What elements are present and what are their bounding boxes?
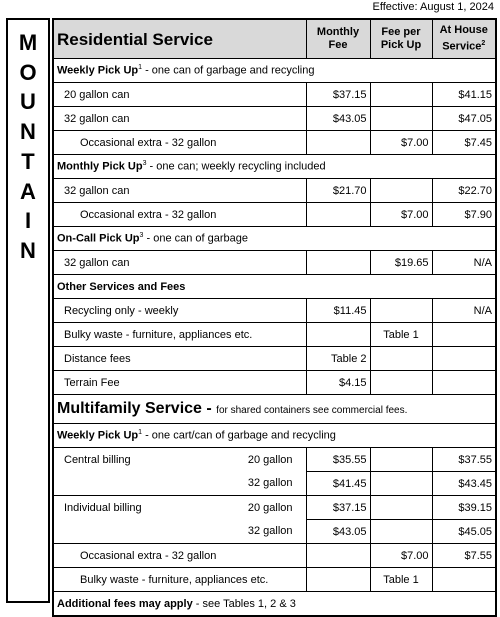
billing-type: Central billing xyxy=(64,453,131,466)
service-label: 32 gallon can xyxy=(53,179,306,203)
residential-title: Residential Service xyxy=(53,19,306,59)
container-size: 32 gallon xyxy=(247,525,293,538)
monthly-fee-cell xyxy=(306,544,370,568)
effective-date: Effective: August 1, 2024 xyxy=(372,1,494,13)
section-heading-weekly xyxy=(53,59,496,83)
service-label: Distance fees xyxy=(53,347,306,371)
pickup-fee-cell xyxy=(370,347,432,371)
table-row xyxy=(53,472,496,496)
table-row xyxy=(53,448,496,472)
at-house-fee-cell: N/A xyxy=(432,251,496,275)
at-house-fee-cell: $7.45 xyxy=(432,131,496,155)
container-size: 32 gallon xyxy=(247,477,293,490)
footer-bold: Additional fees may apply xyxy=(57,597,193,610)
at-house-fee-cell xyxy=(432,347,496,371)
monthly-fee-cell xyxy=(306,251,370,275)
footnote-marker: 1 xyxy=(138,429,143,437)
monthly-fee-cell: $41.45 xyxy=(306,472,370,496)
monthly-fee-cell: $43.05 xyxy=(306,520,370,544)
service-label: 20 gallon can xyxy=(53,83,306,107)
pickup-fee-cell: $19.65 xyxy=(370,251,432,275)
billing-label-cell xyxy=(53,472,306,496)
monthly-fee-cell: $37.15 xyxy=(306,83,370,107)
section-heading-text: Weekly Pick Up xyxy=(57,64,139,77)
billing-label-cell xyxy=(53,448,306,472)
at-house-fee-cell: $43.45 xyxy=(432,472,496,496)
multifamily-title-text: Multifamily Service - xyxy=(57,400,217,417)
fee-table xyxy=(52,18,497,617)
monthly-fee-cell: $11.45 xyxy=(306,299,370,323)
monthly-fee-cell xyxy=(306,131,370,155)
table-row xyxy=(53,496,496,520)
at-house-fee-cell: N/A xyxy=(432,299,496,323)
pickup-fee-cell xyxy=(370,179,432,203)
section-description: - one can; weekly recycling included xyxy=(146,160,326,173)
at-house-fee-cell: $45.05 xyxy=(432,520,496,544)
sidebar-letter: T xyxy=(21,148,35,174)
at-house-fee-cell: $47.05 xyxy=(432,107,496,131)
section-heading-monthly xyxy=(53,155,496,179)
at-house-fee-cell: $22.70 xyxy=(432,179,496,203)
service-label: 32 gallon can xyxy=(53,107,306,131)
table-row xyxy=(53,520,496,544)
section-description: - one can of garbage and recycling xyxy=(142,64,315,77)
pickup-fee-cell xyxy=(370,371,432,395)
section-description: - one can of garbage xyxy=(143,232,249,245)
sidebar-letter: N xyxy=(20,237,36,263)
monthly-fee-cell: $4.15 xyxy=(306,371,370,395)
monthly-fee-cell xyxy=(306,323,370,347)
sidebar-letter: A xyxy=(20,178,36,204)
area-name-letters xyxy=(8,28,48,266)
service-label: Occasional extra - 32 gallon xyxy=(53,203,306,227)
service-label: Bulky waste - furniture, appliances etc. xyxy=(53,568,306,592)
table-row xyxy=(53,83,496,107)
service-label: Bulky waste - furniture, appliances etc. xyxy=(53,323,306,347)
sidebar-letter: U xyxy=(20,89,36,115)
sidebar-letter: O xyxy=(19,59,37,85)
at-house-fee-cell xyxy=(432,371,496,395)
section-heading xyxy=(53,275,496,299)
pickup-fee-cell: $7.00 xyxy=(370,544,432,568)
container-size: 20 gallon xyxy=(247,501,293,514)
section-heading xyxy=(53,424,496,448)
at-house-fee-cell xyxy=(432,568,496,592)
service-label: Occasional extra - 32 gallon xyxy=(53,544,306,568)
billing-type: Individual billing xyxy=(64,501,142,514)
monthly-fee-cell: $21.70 xyxy=(306,179,370,203)
table-row xyxy=(53,107,496,131)
multifamily-note: for shared containers see commercial fees. xyxy=(216,405,408,416)
table-row xyxy=(53,347,496,371)
at-house-fee-cell: $37.55 xyxy=(432,448,496,472)
sidebar-letter: I xyxy=(24,208,32,234)
section-heading-text: Weekly Pick Up xyxy=(57,429,139,442)
multifamily-title xyxy=(53,395,496,424)
footer-rest: - see Tables 1, 2 & 3 xyxy=(192,597,296,610)
sidebar-letter: M xyxy=(18,30,38,55)
table-row xyxy=(53,131,496,155)
section-heading-text: On-Call Pick Up xyxy=(57,232,140,245)
sidebar-letter: N xyxy=(20,119,36,145)
at-house-header: At House Service$^2$ xyxy=(432,19,496,59)
footer-note xyxy=(53,592,496,617)
monthly-fee-cell: $35.55 xyxy=(306,448,370,472)
monthly-fee-cell: Table 2 xyxy=(306,347,370,371)
multifamily-title-row xyxy=(53,395,496,424)
section-heading-multifamily xyxy=(53,424,496,448)
at-house-fee-cell: $41.15 xyxy=(432,83,496,107)
pickup-fee-cell xyxy=(370,520,432,544)
table-row xyxy=(53,371,496,395)
monthly-fee-cell xyxy=(306,203,370,227)
pickup-fee-cell xyxy=(370,496,432,520)
billing-label-cell xyxy=(53,520,306,544)
section-heading-other xyxy=(53,275,496,299)
pickup-fee-cell: Table 1 xyxy=(370,323,432,347)
at-house-fee-cell: $39.15 xyxy=(432,496,496,520)
service-label: Recycling only - weekly xyxy=(53,299,306,323)
pickup-fee-cell: $7.00 xyxy=(370,203,432,227)
section-heading-text: Other Services and Fees xyxy=(57,280,186,293)
table-row xyxy=(53,251,496,275)
pickup-fee-cell xyxy=(370,448,432,472)
footer-row xyxy=(53,592,496,617)
section-heading xyxy=(53,155,496,179)
table-row xyxy=(53,203,496,227)
service-label: Occasional extra - 32 gallon xyxy=(53,131,306,155)
fee-per-pickup-header: Fee per Pick Up xyxy=(370,19,432,59)
area-sidebar xyxy=(6,18,50,603)
monthly-fee-cell: $37.15 xyxy=(306,496,370,520)
table-row xyxy=(53,568,496,592)
pickup-fee-cell xyxy=(370,107,432,131)
pickup-fee-cell: $7.00 xyxy=(370,131,432,155)
billing-label-cell xyxy=(53,496,306,520)
section-description: - one cart/can of garbage and recycling xyxy=(142,429,336,442)
section-heading-text: Monthly Pick Up xyxy=(57,160,143,173)
section-heading-oncall xyxy=(53,227,496,251)
table-row xyxy=(53,323,496,347)
service-label: Terrain Fee xyxy=(53,371,306,395)
table-row xyxy=(53,544,496,568)
pickup-fee-cell xyxy=(370,299,432,323)
monthly-fee-cell xyxy=(306,568,370,592)
footnote-marker: 3 xyxy=(142,160,147,168)
pickup-fee-cell xyxy=(370,83,432,107)
section-heading xyxy=(53,227,496,251)
at-house-fee-cell xyxy=(432,323,496,347)
table-row xyxy=(53,299,496,323)
monthly-fee-header: Monthly Fee xyxy=(306,19,370,59)
footnote-marker: 3 xyxy=(139,232,144,240)
at-house-fee-cell: $7.90 xyxy=(432,203,496,227)
pickup-fee-cell xyxy=(370,472,432,496)
footnote-marker: 1 xyxy=(138,64,143,72)
header-row xyxy=(53,19,496,59)
pickup-fee-cell: Table 1 xyxy=(370,568,432,592)
section-heading xyxy=(53,59,496,83)
table-row xyxy=(53,179,496,203)
at-house-fee-cell: $7.55 xyxy=(432,544,496,568)
service-label: 32 gallon can xyxy=(53,251,306,275)
container-size: 20 gallon xyxy=(247,453,293,466)
monthly-fee-cell: $43.05 xyxy=(306,107,370,131)
